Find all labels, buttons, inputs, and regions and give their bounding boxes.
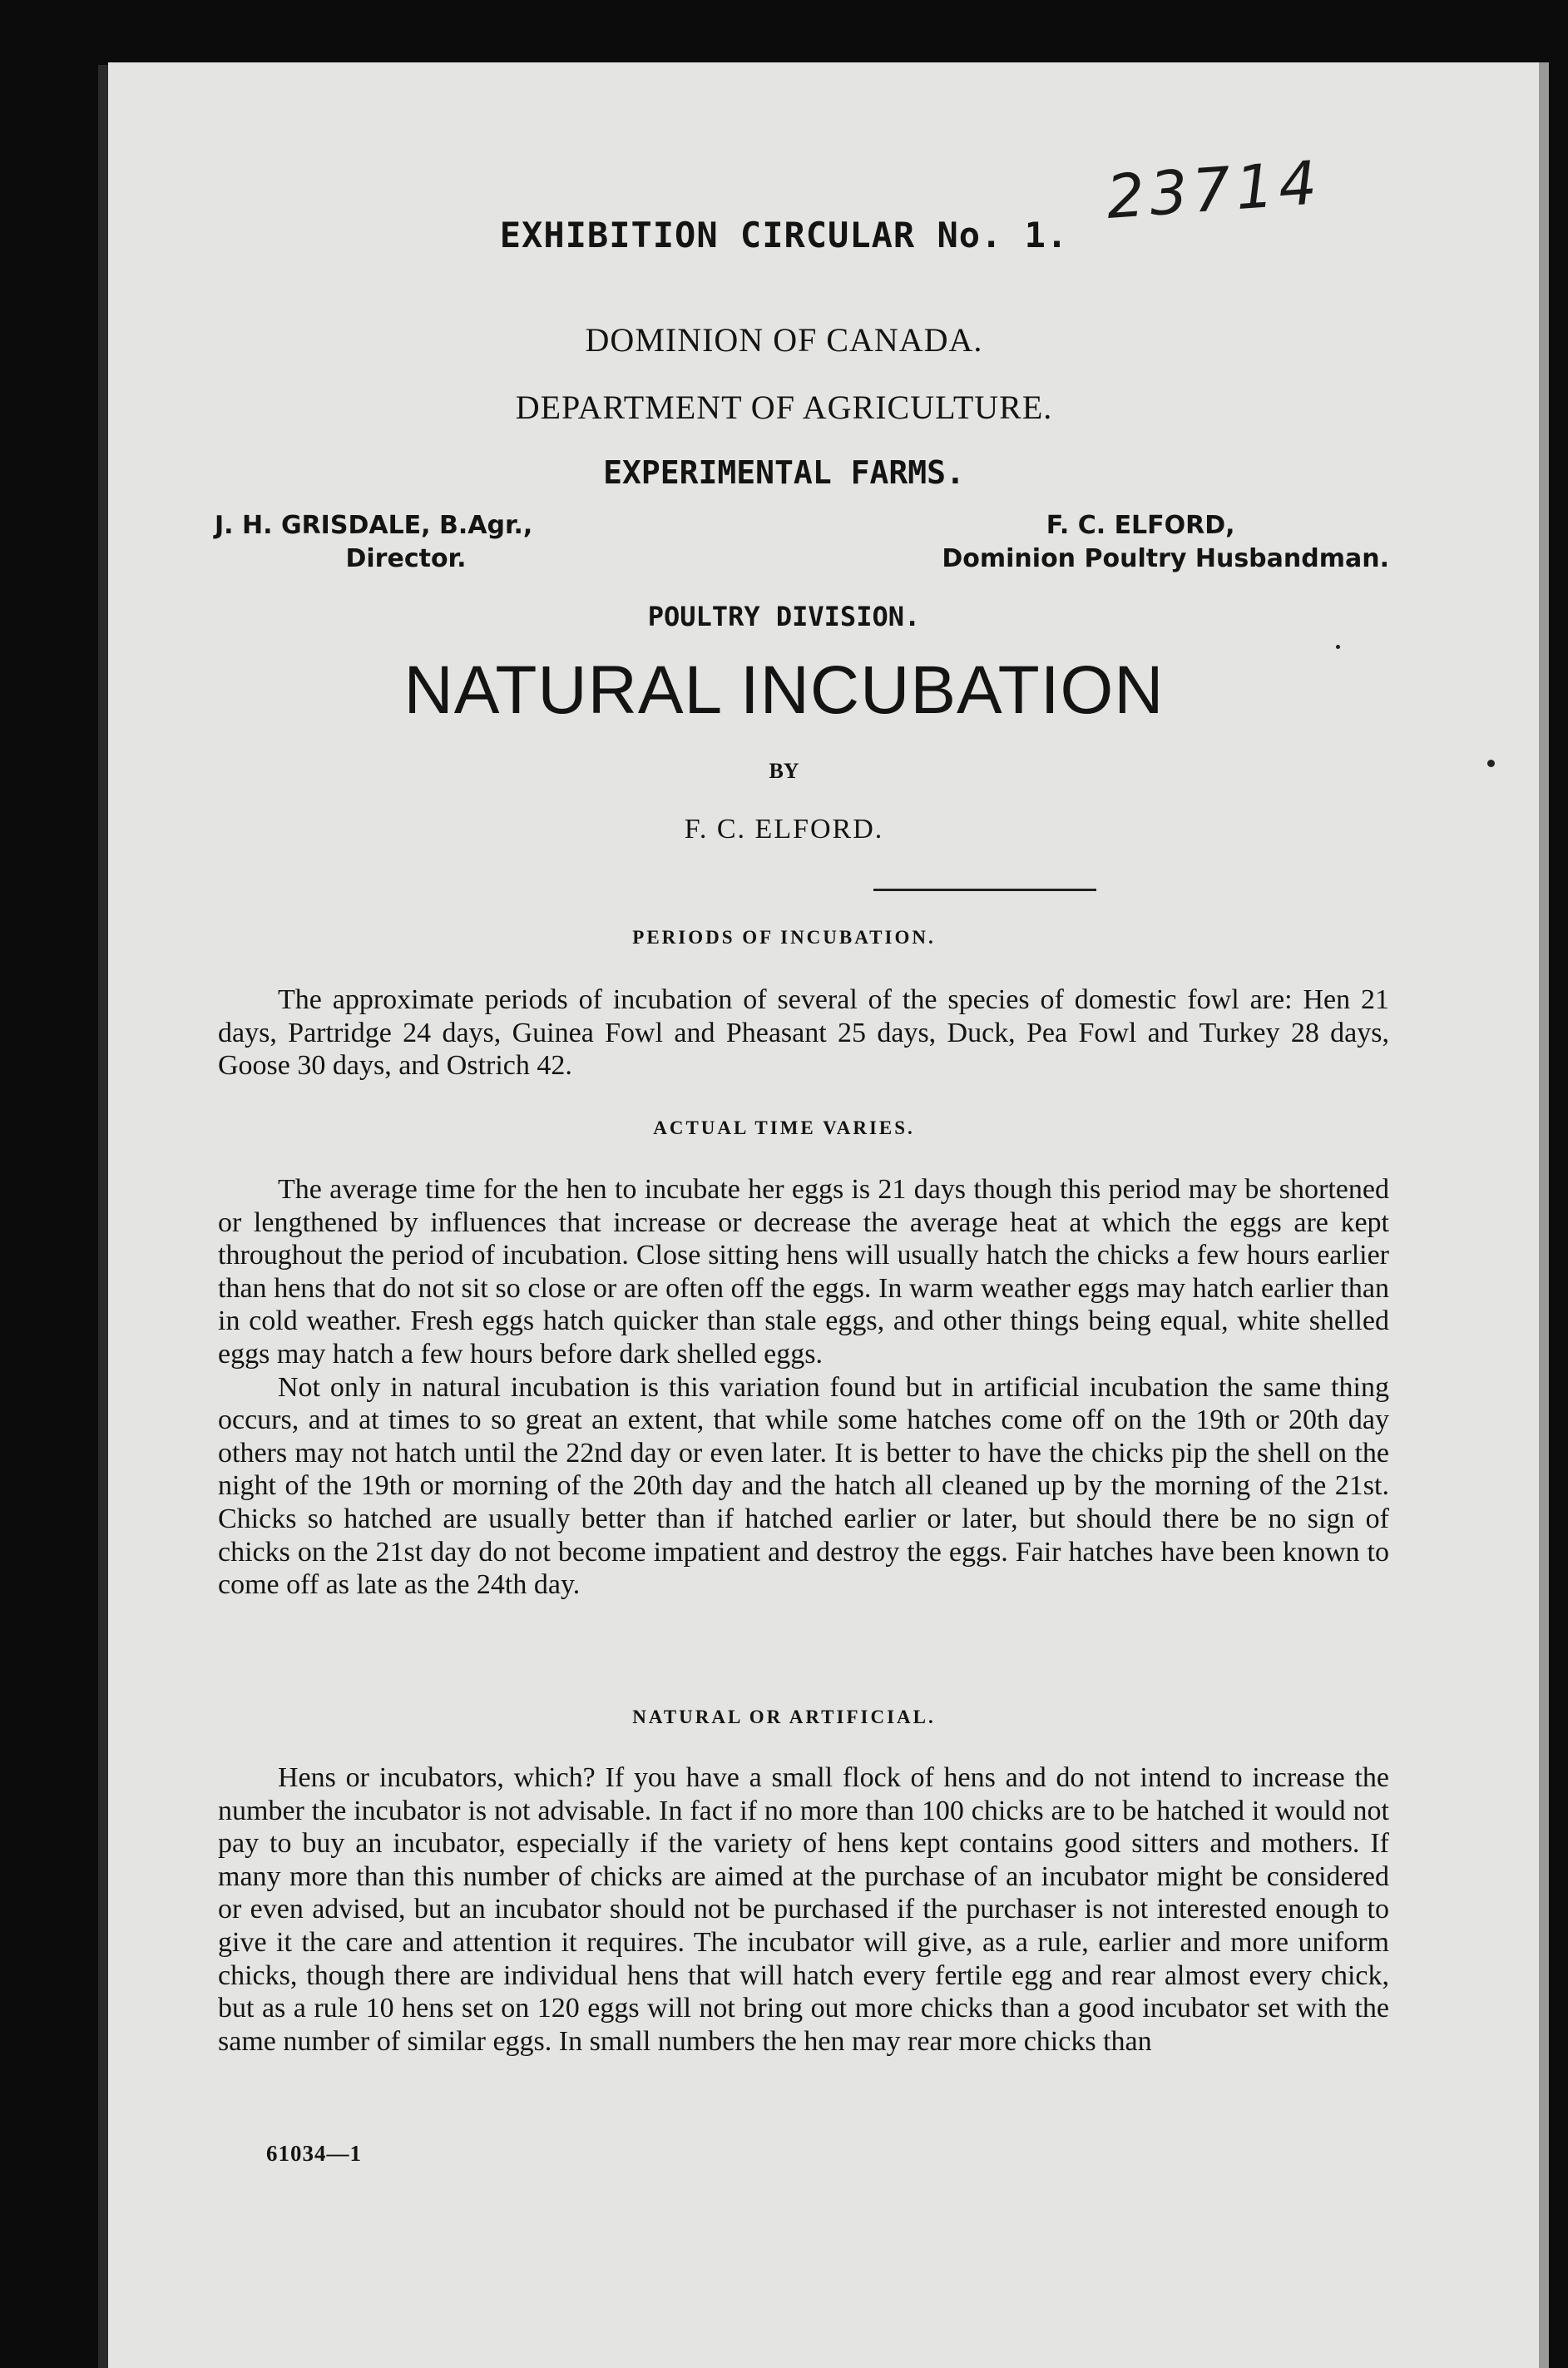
author-name: F. C. ELFORD. <box>684 814 884 845</box>
farms-heading: EXPERIMENTAL FARMS. <box>603 454 965 491</box>
husbandman-name: F. C. ELFORD, <box>1046 511 1235 540</box>
print-code: 61034—1 <box>266 2141 362 2166</box>
husbandman-title: Dominion Poultry Husbandman. <box>942 544 1389 573</box>
section-body-periods <box>218 983 1389 1082</box>
paragraph: Hens or incubators, which? If you have a small flock of hens and do not intend to increase the number the incubator is not advisable. In fact if no more than 100 chicks are to be hatched it would not pay to buy an incubator, especially if the variety of hens kept contains good sitters and mothers. If many more than this number of chicks are aimed at the purchase of an incubator might be considered or even advised, but an incubator should not be purchased if the purchaser is not interested enough to give it the care and attention it requires. The incubator will give, as a rule, earlier and more uniform chicks, though there are individual hens that will hatch every fertile egg and rear almost every chick, but as a rule 10 hens set on 120 eggs will not bring out more chicks than a good incubator set with the same number of similar eggs. In small numbers the hen may rear more chicks than <box>218 1762 1389 2057</box>
husbandman-signature-block <box>942 509 1389 576</box>
paragraph: Not only in natural incubation is this variation found but in artificial incubation the same thing occurs, and at times to so great an extent, that while some hatches come off on the 19th or 20th day others may not hatch until the 22nd day or even later. It is better to have the chicks pip the shell on the night of the 19th or morning of the 20th day and the hatch all cleaned up by the morning of the 21st. Chicks so hatched are usually better than if hatched earlier or later, but should there be no sign of chicks on the 21st day do not become impatient and destroy the eggs. Fair hatches have been known to come off as late as the 24th day. <box>218 1371 1389 1601</box>
byline: BY <box>769 759 799 783</box>
section-heading-periods: PERIODS OF INCUBATION. <box>632 927 936 948</box>
division-heading: POULTRY DIVISION. <box>647 601 921 632</box>
handwritten-number: 23714 <box>1104 147 1324 232</box>
scan-speck <box>1336 645 1340 649</box>
section-body-natural-artificial <box>218 1761 1389 2058</box>
director-title: Director. <box>345 544 467 573</box>
dominion-heading: DOMINION OF CANADA. <box>585 321 983 359</box>
section-heading-time-varies: ACTUAL TIME VARIES. <box>653 1117 915 1138</box>
document-title: NATURAL INCUBATION <box>403 652 1165 728</box>
paragraph: The approximate periods of incubation of several of the species of domestic fowl are: Hen 21 days, Partridge 24 days, Guinea Fowl and Pheasant 25 days, Duck, Pea Fowl and Turkey 28 days, Goose 30 days, and Ostrich 42. <box>218 984 1389 1082</box>
department-heading: DEPARTMENT OF AGRICULTURE. <box>515 389 1053 426</box>
title-divider <box>873 889 1096 891</box>
scan-speck <box>1487 760 1495 767</box>
section-body-time-varies <box>218 1173 1389 1602</box>
circular-number: EXHIBITION CIRCULAR No. 1. <box>499 215 1069 255</box>
paragraph: The average time for the hen to incubate her eggs is 21 days though this period may be shortened or lengthened by influences that increase or decrease the average heat at which the eggs are kept throughout the period of incubation. Close sitting hens will usually hatch the chicks a few hours earlier than hens that do not sit so close or are often off the eggs. In warm weather eggs may hatch earlier than in cold weather. Fresh eggs hatch quicker than stale eggs, and other things being equal, white shelled eggs may hatch a few hours before dark shelled eggs. <box>218 1174 1389 1370</box>
director-name: J. H. GRISDALE, B.Agr., <box>215 511 533 540</box>
section-heading-natural-artificial: NATURAL OR ARTIFICIAL. <box>632 1707 936 1727</box>
director-signature-block <box>215 509 597 576</box>
